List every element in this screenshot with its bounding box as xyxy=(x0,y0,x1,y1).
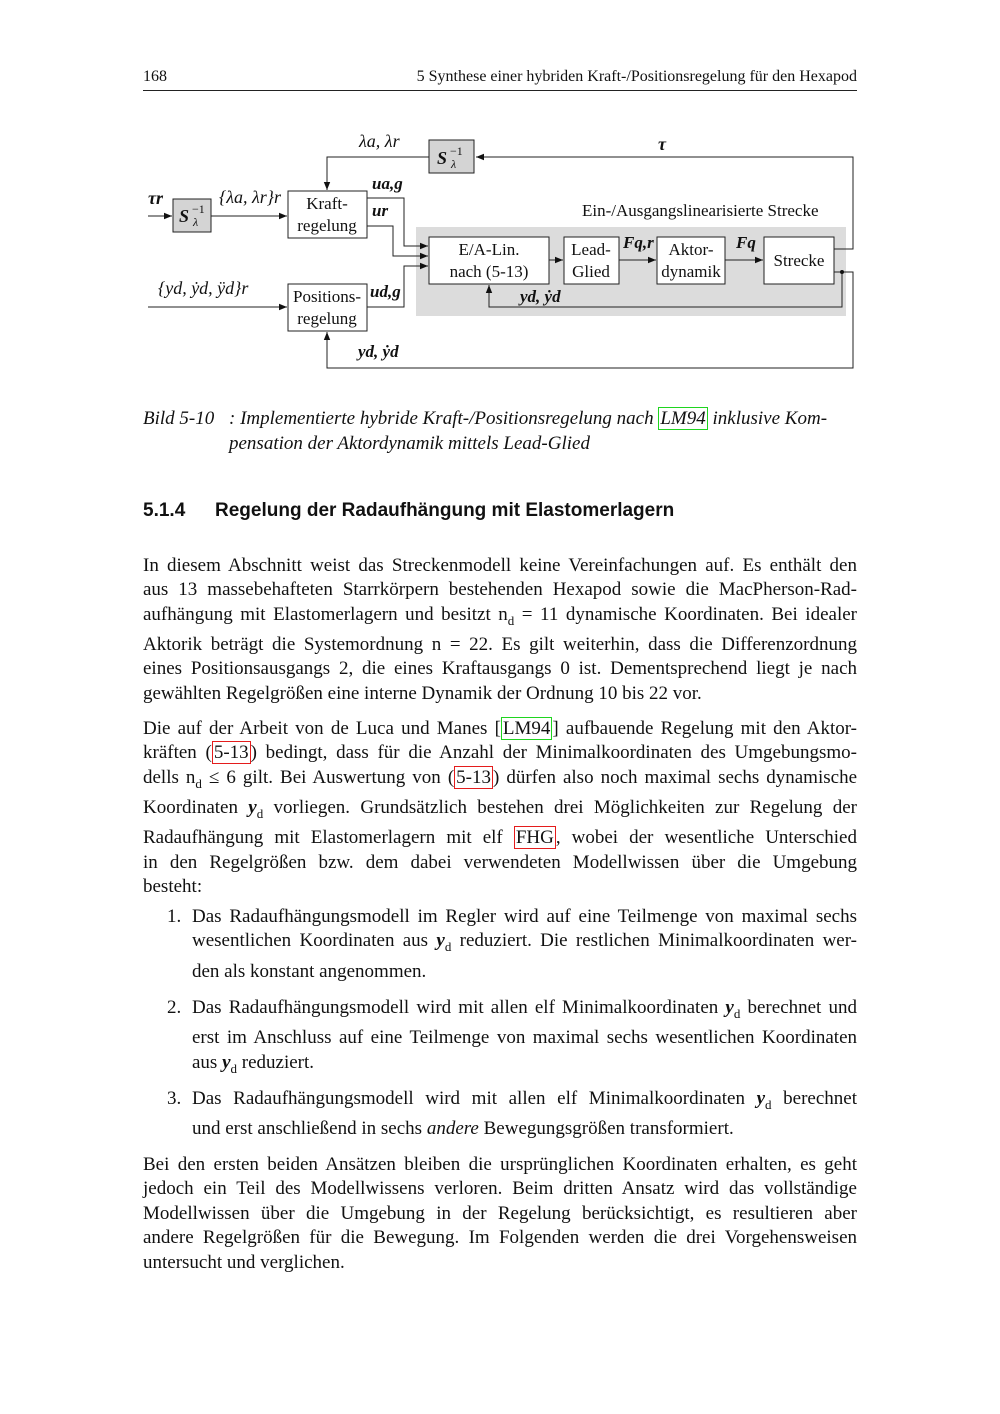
list-item-line: Das Radaufhängungsmodell wird mit allen elf Minimalkoordinaten $y_d$ berechnet und xyxy=(192,997,857,1021)
section-title: Regelung der Radaufhängung mit Elastomerlagern xyxy=(215,500,675,521)
p3-line: Modellwissen über die Umgebung in der Regelung berücksichtigt, es resultieren aber xyxy=(143,1202,857,1224)
p2-line: Die auf der Arbeit von de Luca und Manes [ LM94 ] aufbauende Regelung mit den Aktor- xyxy=(143,718,857,739)
p2-line: in den Regelgrößen bzw. dem dabei verwendeten Modellwissen über die Umgebung xyxy=(143,851,857,873)
section-heading xyxy=(143,500,674,522)
list-item-number: 1. xyxy=(167,906,182,927)
p3-line: andere Regelgrößen für die Bewegung. Im Folgenden werden die drei Vorgehensweisen xyxy=(143,1227,857,1249)
p3-line: untersucht und verglichen. xyxy=(143,1251,345,1273)
group-label: Ein-/Ausgangslinearisierte Strecke xyxy=(582,201,819,220)
p3-line: Bei den ersten beiden Ansätzen bleiben die ursprünglichen Koordinaten erhalten, es geht xyxy=(143,1154,857,1175)
caption-citation-link[interactable]: LM94 xyxy=(660,408,706,429)
caption-line-2: pensation der Aktordynamik mittels Lead-Glied xyxy=(229,433,590,454)
signal-f-qr: Fq,r xyxy=(623,233,654,252)
list-item-number: 2. xyxy=(167,997,182,1018)
signal-setpoint: {yd, ẏd, ÿd}r xyxy=(158,278,249,298)
p1-line: eines Positionsausgangs 2, die eines Kraftausgangs 0 ist. Dementsprechend liegt je nach xyxy=(143,658,857,680)
list-item-number: 3. xyxy=(167,1088,182,1109)
actuator-dynamics-label-2: dynamik xyxy=(661,262,721,281)
signal-f-q: Fq xyxy=(736,233,756,252)
paragraph-1 xyxy=(143,554,857,706)
p2-line: dells $n_d \le 6$ gilt. Bei Auswertung von ( 5-13 ) dürfen also noch maximal sechs dynamische xyxy=(143,766,858,791)
list-item-line: aus $y_d$ reduziert. xyxy=(192,1051,315,1076)
signal-yd-bottom: yd, ẏd xyxy=(358,342,399,361)
paragraph-2 xyxy=(143,717,857,899)
equation-link-5-13[interactable]: 5-13 xyxy=(213,742,249,764)
lead-element-label-1: Lead- xyxy=(571,240,611,259)
list-item-line: Das Radaufhängungsmodell im Regler wird auf eine Teilmenge von maximal sechs xyxy=(192,906,857,927)
signal-u-ag: ua,g xyxy=(372,174,403,193)
p1-line: aus 13 massebehafteten Starrkörpern bestehenden Hexapod sowie die MacPherson-Rad- xyxy=(143,579,857,601)
position-control-label-1: Positions- xyxy=(292,287,362,306)
p2-line: kräften ( 5-13 ) bedingt, dass für die Anzahl der Minimalkoordinaten des Umgebungsmo- xyxy=(143,742,857,764)
actuator-dynamics-label-1: Aktor- xyxy=(668,240,714,259)
list-item-line: Das Radaufhängungsmodell wird mit allen elf Minimalkoordinaten $y_d$ berechnet xyxy=(192,1088,857,1112)
s-inverse-top-sub: λ xyxy=(451,157,457,171)
force-control-label-1: Kraft- xyxy=(306,194,348,213)
signal-lambda-r: {λa, λr}r xyxy=(219,187,281,207)
list-item-line: und erst anschließend in sechs andere Bewegungsgrößen transformiert. xyxy=(192,1118,734,1140)
section-number: 5.1.4 xyxy=(143,500,186,521)
acronym-link-fhg[interactable]: FHG xyxy=(515,827,554,849)
caption-label: Bild 5-10 xyxy=(143,408,215,429)
s-inverse-top-label: S xyxy=(437,148,448,168)
io-linearization-label-1: E/A-Lin. xyxy=(458,240,520,259)
paragraph-3 xyxy=(143,1153,857,1275)
s-inverse-left-sub: λ xyxy=(193,215,199,229)
signal-u-dg: ud,g xyxy=(370,282,401,301)
equation-link-5-13[interactable]: 5-13 xyxy=(456,766,491,788)
caption-line-1: : Implementierte hybride Kraft-/Positionsregelung nach LM94 inklusive Kom- xyxy=(229,408,828,429)
force-control-label-2: regelung xyxy=(297,216,357,235)
io-linearization-label-2: nach (5-13) xyxy=(449,262,529,281)
signal-tau-r: τr xyxy=(148,188,163,208)
p1-line: In diesem Abschnitt weist das Streckenmodell keine Vereinfachungen auf. Es enthält den xyxy=(143,555,857,576)
list-item-line: wesentlichen Koordinaten aus $y_d$ reduziert. Die restlichen Minimalkoordinaten wer- xyxy=(192,930,857,955)
p2-line: Radaufhängung mit Elastomerlagern mit elf FHG , wobei der wesentliche Unterschied xyxy=(143,827,857,849)
block-diagram xyxy=(0,0,1000,400)
p2-line: besteht: xyxy=(143,876,203,898)
list-item-line: den als konstant angenommen. xyxy=(192,960,427,982)
p1-line: gewählten Regelgrößen eine interne Dynamik der Ordnung 10 bis 22 vor. xyxy=(143,682,702,704)
signal-u-r: ur xyxy=(372,201,389,220)
position-control-label-2: regelung xyxy=(297,309,357,328)
p3-line: jedoch ein Teil des Modellwissens verloren. Beim dritten Ansatz wird das vollständige xyxy=(143,1178,857,1200)
list-item-line: erst im Anschluss auf eine Teilmenge von maximal sechs wesentlichen Koordinaten xyxy=(192,1027,857,1049)
lead-element-label-2: Glied xyxy=(572,262,610,281)
running-title: 5 Synthese einer hybriden Kraft-/Positionsregelung für den Hexapod xyxy=(416,68,857,85)
citation-link-lm94[interactable]: LM94 xyxy=(502,718,551,739)
plant-label: Strecke xyxy=(773,251,825,270)
s-inverse-left-label: S xyxy=(179,206,190,226)
signal-yd-inner: yd, ẏd xyxy=(520,287,561,306)
p1-line: aufhängung mit Elastomerlagern und besitzt $n_d = 11$ dynamische Koordinaten. Bei idealer xyxy=(143,603,857,628)
p2-line: Koordinaten $y_d$ vorliegen. Grundsätzlich bestehen drei Möglichkeiten zur Regelung der xyxy=(143,797,857,821)
branch-dot xyxy=(840,270,844,274)
s-inverse-top-sup: −1 xyxy=(450,144,463,158)
s-inverse-left-sup: −1 xyxy=(192,202,205,216)
page-number: 168 xyxy=(143,68,167,85)
signal-tau: τ xyxy=(658,134,666,154)
p1-line: Aktorik beträgt die Systemordnung n = 22. Es gilt weiterhin, dass die Differenzordnung xyxy=(143,634,857,656)
signal-lambda-top: λa, λr xyxy=(359,131,400,151)
